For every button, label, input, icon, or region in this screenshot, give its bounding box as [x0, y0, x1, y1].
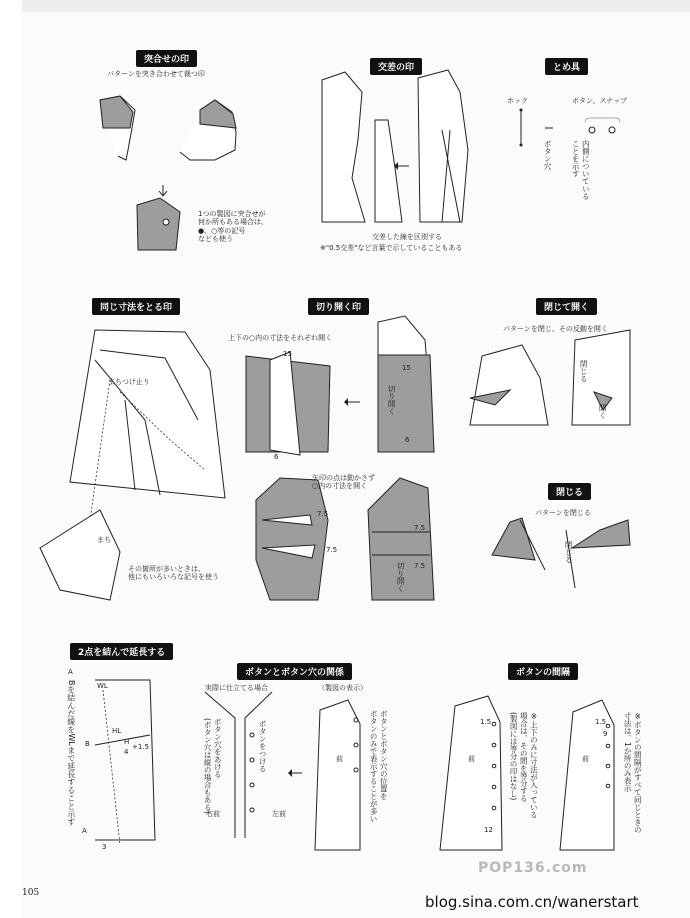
awase-circle — [163, 219, 169, 225]
enchou-dash — [103, 690, 120, 845]
enchou-A-top: A — [68, 668, 73, 676]
dou-label1: まちつけ止り — [108, 378, 150, 386]
kiri-v75b: 7.5 — [326, 546, 338, 554]
btnrel-right-front: 右前 — [206, 810, 220, 818]
dou-note: その箇所が多いときは、 他にもいろいろな記号を使う — [128, 565, 219, 582]
kosa-panel-left — [322, 72, 365, 222]
awase-desc: 1つの製図に突合せが 何か所もある場合は、 ●、○等の記号 なども使う — [198, 210, 268, 244]
enchou-A-bottom: A — [82, 827, 87, 835]
enchou-B: B — [85, 740, 90, 748]
btnrel-front: 前 — [336, 755, 343, 763]
kosa-note1: 交差した線を区別する — [372, 233, 442, 241]
awase-merged — [137, 198, 180, 250]
btnrel-left1: ボタン穴をあける (ボタン穴は縦の場合もある) — [203, 718, 223, 814]
btnint-vnote1: ※上下のみに寸法が入っている 場合は、その間を等分する (製図には等分の印はなし) — [509, 712, 539, 819]
enchou-HL: HL — [112, 727, 122, 735]
kosa-strip — [375, 120, 402, 222]
tojiru-label: 閉じる — [564, 541, 574, 564]
btnrel-draft: （製図の表示） — [318, 684, 367, 692]
btnint-front1: 前 — [468, 755, 475, 763]
kiri-note1: 上下の○内の寸法をそれぞれ開く — [228, 334, 333, 342]
kiri-v15a: 15 — [283, 350, 292, 358]
header-awase: 突合せの印 — [136, 50, 197, 67]
gusset — [40, 510, 120, 600]
header-kiri: 切り開く印 — [308, 298, 369, 315]
header-dou: 同じ寸法をとる印 — [92, 298, 180, 315]
awase-arrow — [159, 185, 167, 196]
header-tojiru: 閉じる — [548, 483, 591, 500]
kiri-note2: 矢印の点は動かさず ○内の寸法を開く — [312, 474, 375, 491]
kiri-v15b: 15 — [402, 364, 411, 372]
btnrel-draft — [315, 700, 360, 850]
dou-label2: まち — [97, 536, 111, 544]
header-enchou: 2点を結んで延長する — [70, 643, 173, 660]
tojite-close: 閉じる — [579, 360, 589, 383]
kosa-note2: ※"0.5交差"など言葉で示していることもある — [320, 244, 463, 252]
enchou-3: 3 — [102, 843, 107, 851]
btnint-15a: 1.5 — [480, 718, 492, 726]
skirt-panel — [70, 330, 225, 498]
kiri-v75c: 7.5 — [414, 524, 426, 532]
btnint-vnote2: ※ボタンの間隔がすべて同じときの 寸法は、1か所のみ表示 — [623, 712, 643, 834]
btnrel-left-front: 左前 — [272, 810, 286, 818]
kiri-sleeve-left — [256, 478, 328, 600]
site-logo: POP136.com — [478, 860, 588, 876]
enchou-outline — [95, 680, 155, 840]
tomegu-inner: 内側についている ことを示す — [571, 140, 591, 200]
tojite-open: 開く — [598, 404, 608, 419]
enchou-H4d: 4 — [124, 748, 129, 756]
tomegu-button: ボタン、スナップ — [572, 97, 628, 105]
btnrel-tsukeru: ボタンをつける — [258, 720, 268, 773]
kiri-v6b: 6 — [405, 436, 410, 444]
kiri-label-b: 切り開く — [396, 562, 406, 592]
header-btnint: ボタンの間隔 — [508, 663, 578, 680]
tojiru-right — [572, 520, 630, 548]
btnint-15b: 1.5 — [595, 718, 607, 726]
inner-bracket — [585, 118, 620, 122]
header-btnrel: ボタンとボタン穴の関係 — [237, 663, 352, 680]
tomegu-hole: ボタン穴 — [543, 140, 553, 170]
header-tomegu: とめ具 — [545, 58, 588, 75]
btnint-front2: 前 — [582, 755, 589, 763]
tojiru-left — [492, 518, 535, 560]
tojite-left — [470, 345, 548, 425]
btnrel-buttons — [250, 733, 254, 812]
tojiru-note: パターンを閉じる — [535, 509, 591, 517]
btnrel-actual: 実際に仕立てる場合 — [205, 684, 268, 692]
watermark-url: blog.sina.com.cn/wanerstart — [425, 893, 639, 911]
kosa-panel-right — [418, 70, 468, 222]
header-tojite: 閉じて開く — [536, 298, 597, 315]
awase-shade-right — [200, 100, 236, 128]
kiri-v75a: 7.5 — [317, 510, 329, 518]
tomegu-hook: ホック — [507, 97, 528, 105]
enchou-vert: Bを結んだ線をWLまで延長すること示す — [66, 680, 76, 826]
awase-shade-left — [100, 96, 133, 128]
enchou-plus: +1.5 — [132, 743, 149, 751]
btnint-9: 9 — [603, 730, 608, 738]
enchou-WL: WL — [97, 682, 108, 690]
kiri-label-a: 切り開く — [387, 385, 397, 415]
btnint-12: 12 — [484, 826, 493, 834]
awase-note: パターンを突き合わせて裁つ印 — [107, 70, 205, 78]
tojite-note: パターンを閉じ、その反動を開く — [503, 325, 608, 333]
btnrel-vnote: ボタンとボタン穴の位置を ボタンのみで表示することが多い — [369, 710, 389, 823]
enchou-H: H — [124, 738, 130, 746]
page-number: 105 — [22, 888, 40, 898]
kiri-v75d: 7.5 — [414, 562, 426, 570]
header-kosa: 交差の印 — [370, 58, 422, 75]
kiri-v6a: 6 — [274, 453, 279, 461]
